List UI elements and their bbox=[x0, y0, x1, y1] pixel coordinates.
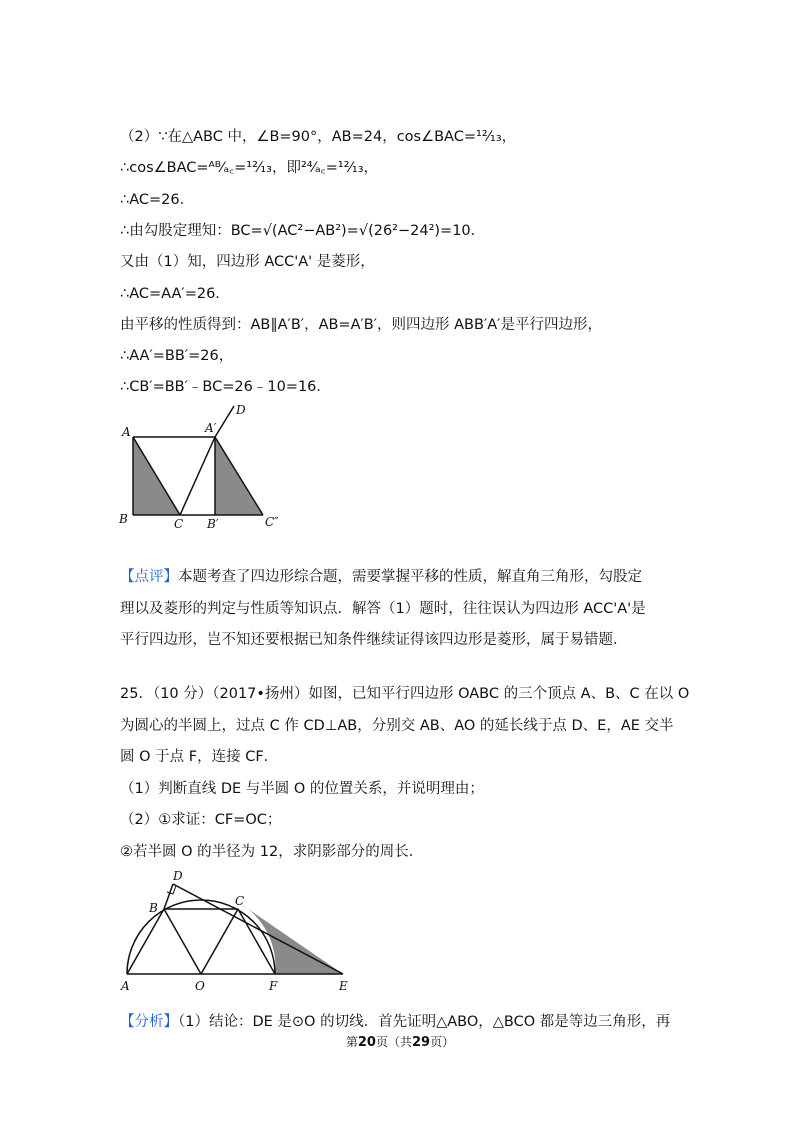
label-C: C bbox=[235, 894, 245, 908]
solution-line-5: 又由（1）知，四边形 ACC'A' 是菱形， bbox=[120, 254, 375, 270]
label-A: A bbox=[122, 425, 131, 439]
label-F: F bbox=[269, 979, 278, 993]
solution-line-1: （2）∵在△ABC 中，∠B=90°，AB=24，cos∠BAC=¹²⁄₁₃， bbox=[120, 129, 517, 145]
solution-line-8: ∴AA′=BB′=26， bbox=[120, 348, 234, 364]
comment-line-3: 平行四边形，岂不知还要根据已知条件继续证得该四边形是菱形，属于易错题． bbox=[120, 632, 628, 648]
question-25-part-1: （1）判断直线 DE 与半圆 O 的位置关系，并说明理由； bbox=[120, 781, 484, 797]
solution-line-2: ∴cos∠BAC=ᴬᴮ⁄ₐ꜀=¹²⁄₁₃，即²⁴⁄ₐ꜀=¹²⁄₁₃， bbox=[120, 160, 379, 176]
comment-line-1: 【点评】本题考查了四边形综合题，需要掌握平移的性质，解直角三角形，勾股定 bbox=[120, 569, 642, 585]
question-25-line-2: 为圆心的半圆上，过点 C 作 CD⊥AB，分别交 AB、AO 的延长线于点 D、E，AE 交半 bbox=[120, 718, 674, 734]
solution-line-9: ∴CB′=BB′﹣BC=26﹣10=16． bbox=[120, 379, 331, 395]
analysis-tag: 【分析】 bbox=[120, 1014, 178, 1030]
solution-line-7: 由平移的性质得到：AB∥A′B′，AB=A′B′，则四边形 ABB′A′是平行四边形， bbox=[120, 317, 602, 333]
label-A: A bbox=[121, 979, 130, 993]
question-25-part-2-2: ②若半圆 O 的半径为 12，求阴影部分的周长． bbox=[120, 844, 424, 860]
comment-line-2: 理以及菱形的判定与性质等知识点．解答（1）题时，往往误认为四边形 ACC'A'是 bbox=[120, 601, 646, 617]
current-page: 20 bbox=[357, 1035, 376, 1050]
analysis-line: 【分析】（1）结论：DE 是⊙O 的切线．首先证明△ABO，△BCO 都是等边三角形，再 bbox=[120, 1014, 671, 1030]
question-25-part-2: （2）①求证：CF=OC； bbox=[120, 812, 282, 828]
label-A-prime: A′ bbox=[205, 421, 217, 435]
label-D: D bbox=[173, 869, 183, 883]
solution-line-3: ∴AC=26． bbox=[120, 192, 195, 208]
label-E: E bbox=[339, 979, 348, 993]
figure-semicircle bbox=[115, 862, 360, 997]
label-C-double-prime: C″ bbox=[265, 515, 279, 529]
page-footer: 第20页（共29页） bbox=[345, 1035, 455, 1050]
total-pages: 29 bbox=[412, 1035, 431, 1050]
label-B: B bbox=[119, 512, 128, 526]
solution-line-4: ∴由勾股定理知：BC=√(AC²−AB²)=√(26²−24²)=10． bbox=[120, 223, 486, 239]
label-O: O bbox=[195, 979, 205, 993]
question-25-line-1: 25．（10 分）（2017•扬州）如图，已知平行四边形 OABC 的三个顶点 A、B、C 在以 O bbox=[120, 686, 690, 702]
comment-tag: 【点评】 bbox=[120, 569, 178, 585]
label-B: B bbox=[149, 901, 158, 915]
figure-rhombus bbox=[115, 400, 295, 535]
label-C: C bbox=[174, 517, 184, 531]
label-B-prime: B′ bbox=[207, 517, 219, 531]
label-D: D bbox=[236, 403, 246, 417]
question-25-line-3: 圆 O 于点 F，连接 CF． bbox=[120, 749, 279, 765]
solution-line-6: ∴AC=AA′=26． bbox=[120, 286, 230, 302]
